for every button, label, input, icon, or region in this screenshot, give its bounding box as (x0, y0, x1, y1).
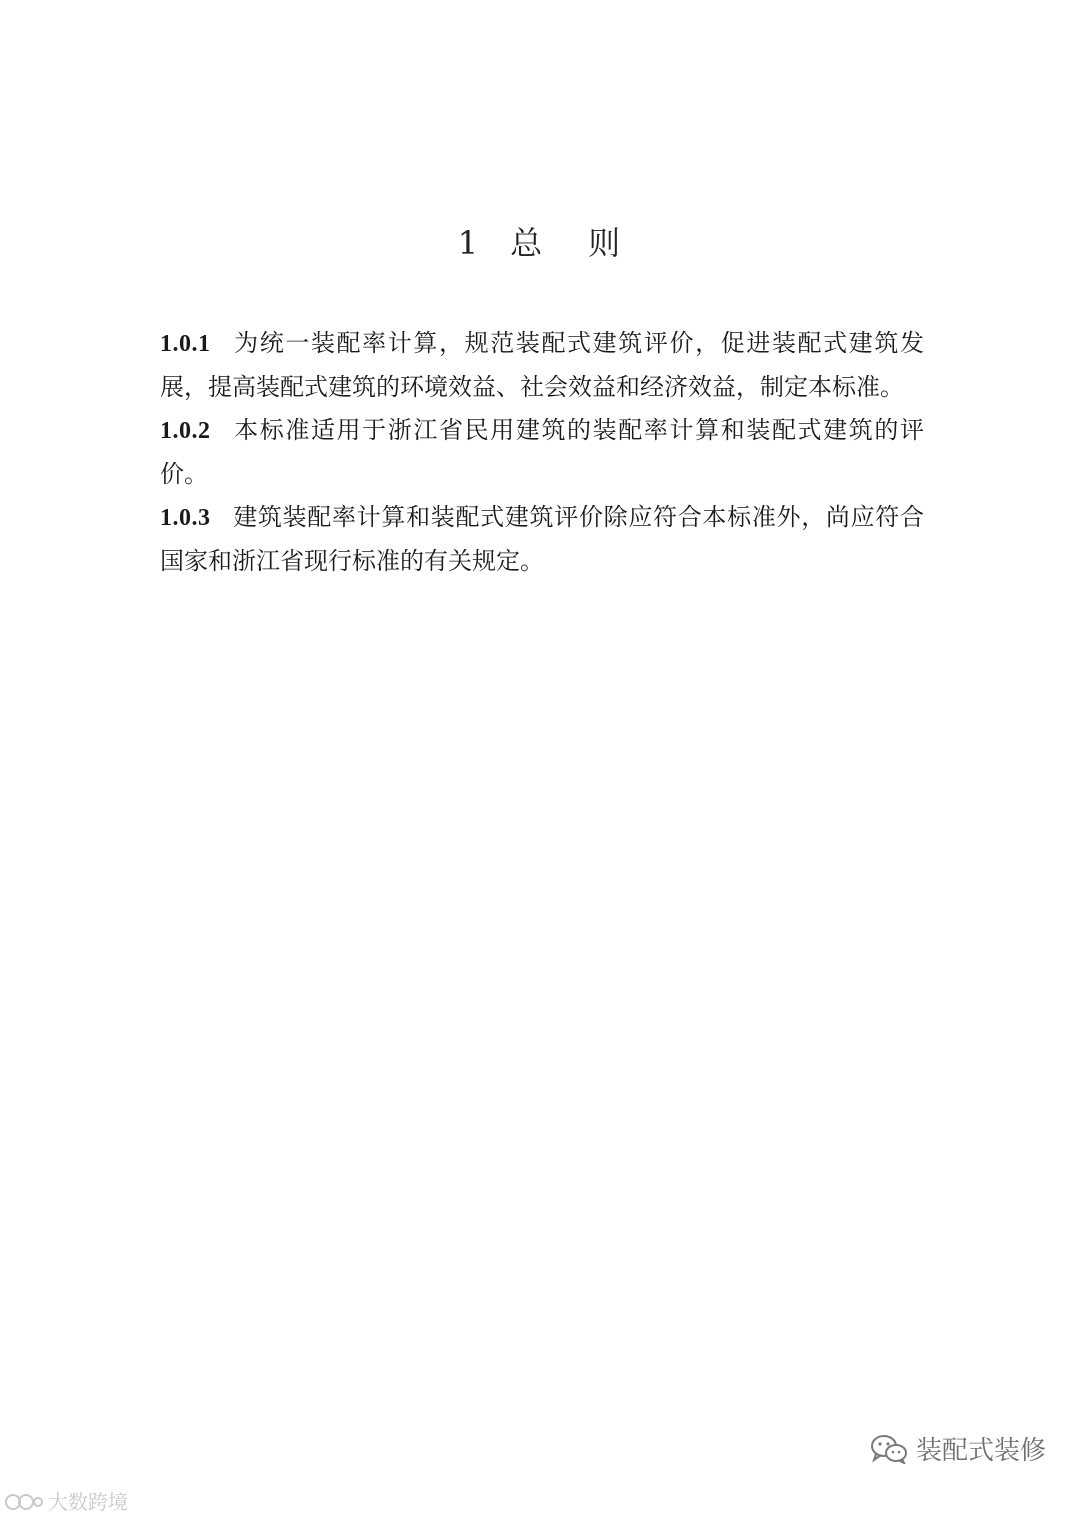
clause-number: 1.0.2 (160, 418, 211, 444)
weibo-logo-icon (4, 1490, 44, 1512)
clause-text: 为统一装配率计算，规范装配式建筑评价，促进装配式建筑发展，提高装配式建筑的环境效益、社会效益和经济效益，制定本标准。 (160, 329, 924, 401)
clause-1-0-3 (160, 496, 924, 583)
chapter-title (0, 218, 1080, 264)
clause-list (160, 322, 924, 583)
clause-text: 本标准适用于浙江省民用建筑的装配率计算和装配式建筑的评价。 (160, 416, 924, 488)
weibo-watermark (4, 1486, 128, 1515)
clause-text: 建筑装配率计算和装配式建筑评价除应符合本标准外，尚应符合国家和浙江省现行标准的有关规定。 (160, 503, 924, 575)
wechat-logo-icon (870, 1434, 908, 1464)
chapter-title-char-1: 总 (510, 224, 545, 262)
weibo-account-name: 大数跨境 (48, 1490, 128, 1514)
clause-1-0-1 (160, 322, 924, 409)
clause-1-0-2 (160, 409, 924, 496)
chapter-number: 1 (457, 224, 481, 262)
clause-number: 1.0.3 (160, 505, 211, 531)
wechat-account-name: 装配式装修 (915, 1436, 1046, 1466)
chapter-title-char-2: 则 (588, 224, 623, 262)
clause-number: 1.0.1 (160, 331, 211, 357)
wechat-watermark (870, 1430, 1046, 1467)
